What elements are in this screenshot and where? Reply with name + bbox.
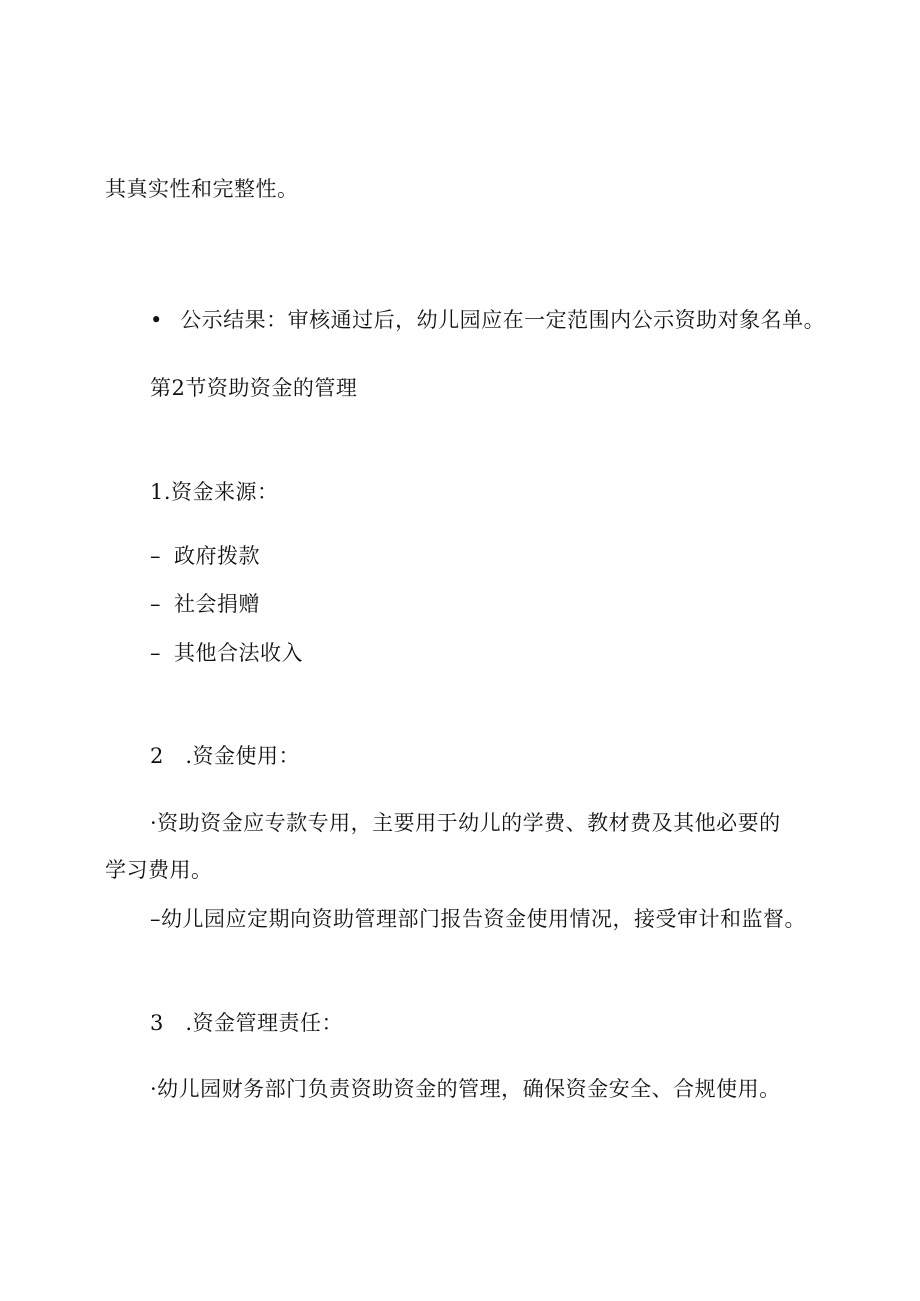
fund-usage-heading: 2 .资金使用： bbox=[150, 744, 301, 768]
funding-source-item bbox=[150, 589, 260, 619]
funding-source-item bbox=[150, 541, 260, 571]
publicity-bullet-item bbox=[150, 305, 825, 335]
dash-icon: – bbox=[150, 592, 161, 616]
fund-usage-item: –幼儿园应定期向资助管理部门报告资金使用情况，接受审计和监督。 bbox=[150, 907, 806, 931]
funding-source-heading: 1.资金来源： bbox=[150, 480, 279, 504]
bullet-icon: • bbox=[150, 308, 163, 332]
management-item: ·幼儿园财务部门负责资助资金的管理，确保资金安全、合规使用。 bbox=[150, 1077, 781, 1101]
fund-usage-item-line: ·资助资金应专款专用，主要用于幼儿的学费、教材费及其他必要的 bbox=[150, 811, 781, 835]
funding-source-item-label: 政府拨款 bbox=[174, 544, 260, 568]
section-title: 第2节资助资金的管理 bbox=[150, 376, 358, 400]
publicity-text: 公示结果：审核通过后，幼儿园应在一定范围内公示资助对象名单。 bbox=[180, 308, 826, 332]
funding-source-item-label: 社会捐赠 bbox=[174, 592, 260, 616]
funding-source-item bbox=[150, 638, 303, 668]
dash-icon: – bbox=[150, 544, 161, 568]
management-heading: 3 .资金管理责任： bbox=[150, 1011, 344, 1035]
funding-source-item-label: 其他合法收入 bbox=[174, 641, 303, 665]
fund-usage-item-line: 学习费用。 bbox=[105, 858, 213, 882]
dash-icon: – bbox=[150, 641, 161, 665]
continuation-text: 其真实性和完整性。 bbox=[105, 177, 299, 201]
